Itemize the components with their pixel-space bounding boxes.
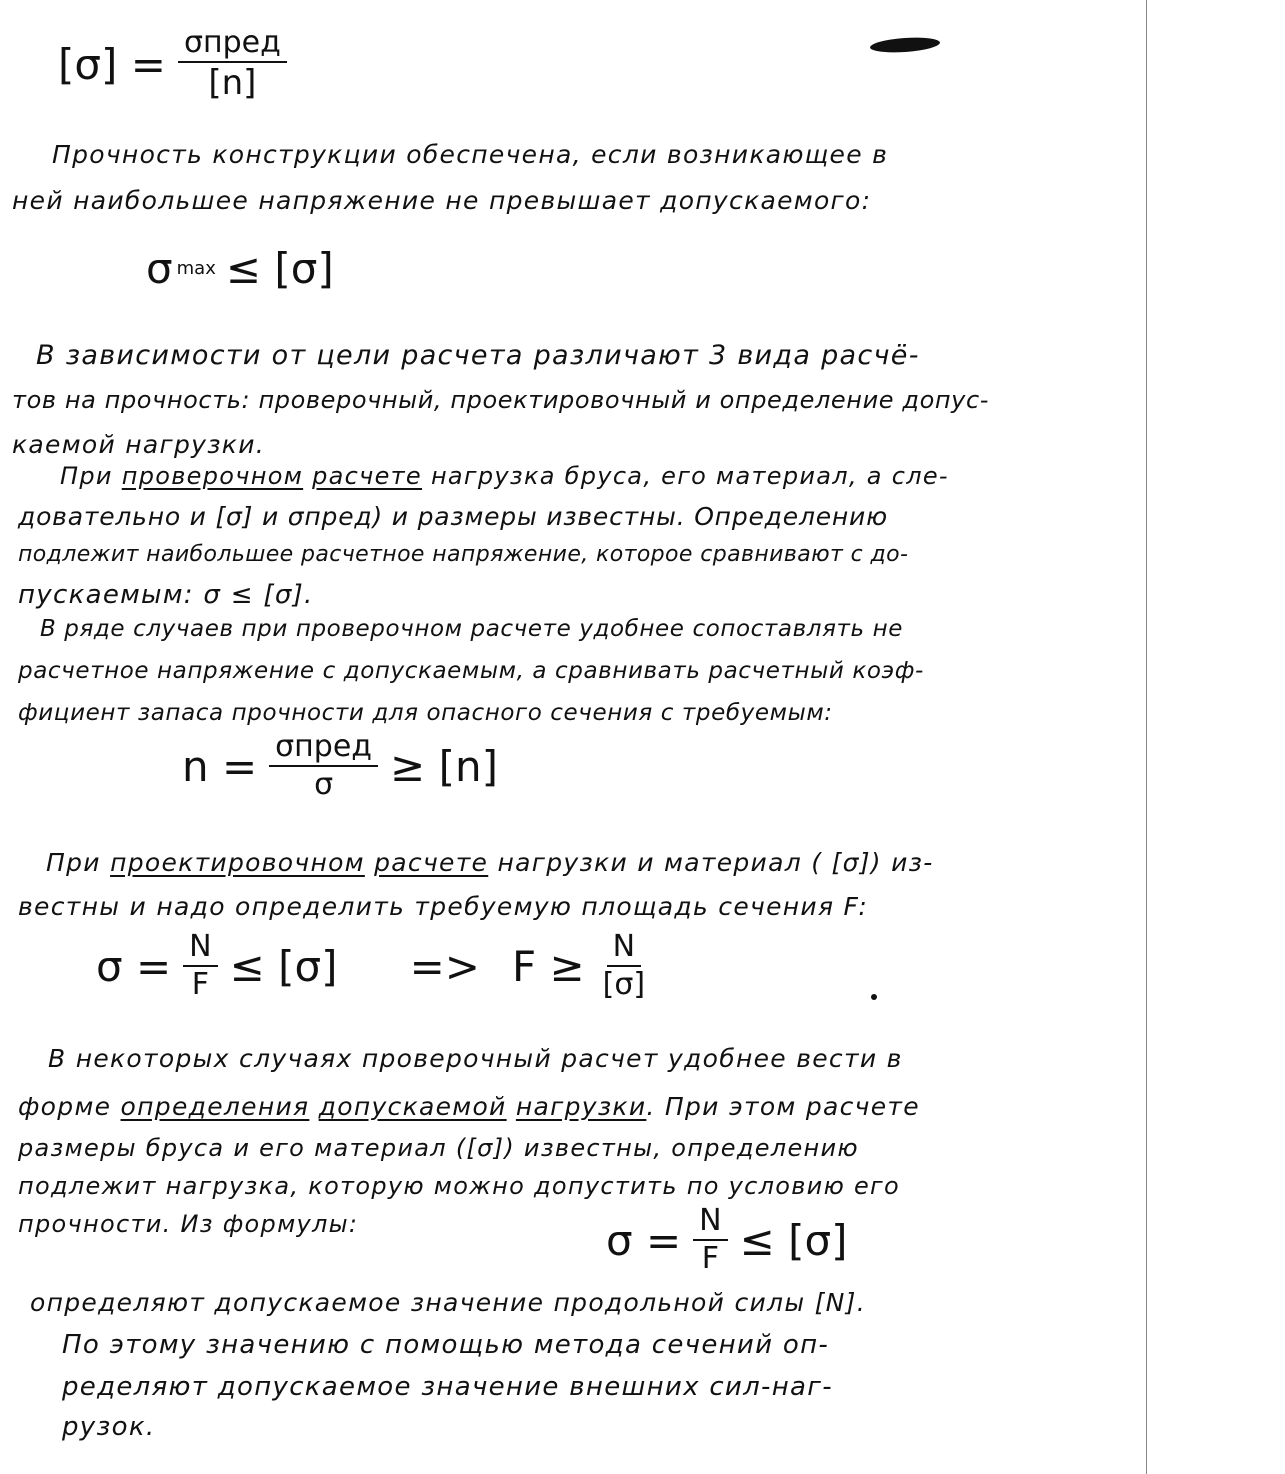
formula-allowable-load: [606, 1203, 848, 1276]
page-margin-line: [1146, 0, 1147, 1474]
text-line: В зависимости от цели расчета различают 3 вида расчё-: [36, 340, 920, 371]
text-fragment: . При этом расчете: [646, 1092, 920, 1121]
text-line: [60, 462, 949, 490]
fraction-numerator: σпред: [178, 28, 287, 63]
text-line: каемой нагрузки.: [12, 430, 266, 459]
text-line: подлежит нагрузка, которую можно допустить по условию его: [18, 1172, 900, 1200]
formula-rhs: ≤ [σ]: [225, 244, 334, 293]
text-line: определяют допускаемое значение продольной силы [N].: [30, 1288, 866, 1317]
term-underlined: определения: [120, 1092, 310, 1121]
formula-rhs: ≥ [n]: [390, 741, 498, 791]
term-underlined: проверочном: [121, 462, 304, 490]
fraction-denominator: [n]: [208, 63, 257, 103]
term-underlined: допускаемой: [318, 1092, 507, 1121]
formula-design-calc: [96, 929, 651, 1002]
ink-dot: [871, 994, 877, 1000]
formula-arrow: =>: [409, 941, 480, 991]
text-line: прочности. Из формулы:: [18, 1210, 359, 1238]
text-fragment: нагрузка бруса, его материал, а сле-: [430, 462, 949, 490]
formula-allowable-stress: [58, 25, 287, 103]
text-line: размеры бруса и его материал ([σ]) известны, определению: [18, 1134, 859, 1162]
text-fragment: При: [46, 848, 101, 877]
text-fragment: форме: [18, 1092, 112, 1121]
formula-subscript: max: [176, 258, 216, 279]
text-line: рузок.: [62, 1412, 156, 1442]
text-fragment: нагрузки и материал ( [σ]) из-: [497, 848, 934, 877]
formula-fraction: [597, 929, 651, 1002]
formula-lhs: [σ] =: [58, 39, 166, 89]
fraction-denominator: [σ]: [602, 967, 646, 1002]
formula-fraction: [178, 25, 287, 103]
text-line: пускаемым: σ ≤ [σ].: [18, 580, 314, 610]
formula-lhs: σ: [146, 244, 173, 293]
text-line: подлежит наибольшее расчетное напряжение, которое сравнивают с до-: [18, 542, 909, 567]
text-line: В некоторых случаях проверочный расчет удобнее вести в: [48, 1044, 903, 1073]
text-line: В ряде случаев при проверочном расчете удобнее сопоставлять не: [40, 616, 903, 642]
formula-fraction: [183, 929, 217, 1002]
text-line: расчетное напряжение с допускаемым, а сравнивать расчетный коэф-: [18, 658, 924, 684]
formula-strength-condition: [146, 244, 334, 293]
term-underlined: нагрузки: [515, 1092, 647, 1121]
term-underlined: расчете: [312, 462, 422, 490]
fraction-numerator: N: [607, 932, 641, 967]
text-line: тов на прочность: проверочный, проектировочный и определение допус-: [12, 386, 989, 414]
formula-lhs: n =: [182, 741, 258, 791]
text-line: вестны и надо определить требуемую площадь сечения F:: [18, 892, 869, 921]
formula-fraction: [269, 729, 378, 802]
formula-lhs: σ =: [96, 941, 172, 991]
text-line: [18, 1092, 920, 1121]
term-underlined: расчете: [374, 848, 489, 877]
text-line: ней наибольшее напряжение не превышает допускаемого:: [12, 186, 872, 215]
text-fragment: При: [60, 462, 113, 490]
text-line: фициент запаса прочности для опасного сечения с требуемым:: [18, 700, 833, 726]
fraction-denominator: F: [191, 967, 210, 1002]
formula-mid: ≤ [σ]: [229, 941, 338, 991]
text-line: ределяют допускаемое значение внешних сил-наг-: [62, 1372, 833, 1402]
fraction-denominator: σ: [314, 767, 334, 802]
fraction-numerator: N: [183, 932, 217, 967]
formula-fraction: [693, 1203, 727, 1276]
term-underlined: проектировочном: [110, 848, 365, 877]
text-line: Прочность конструкции обеспечена, если возникающее в: [52, 140, 889, 169]
formula-rhs: ≤ [σ]: [739, 1215, 848, 1265]
fraction-numerator: N: [693, 1206, 727, 1241]
ink-blot: [870, 36, 941, 55]
formula-lhs: σ =: [606, 1215, 682, 1265]
fraction-denominator: F: [701, 1241, 720, 1276]
formula-safety-factor: [182, 729, 498, 802]
fraction-numerator: σпред: [269, 732, 378, 767]
text-line: довательно и [σ] и σпред) и размеры известны. Определению: [18, 502, 888, 531]
text-line: По этому значению с помощью метода сечений оп-: [62, 1330, 830, 1360]
text-line: [46, 848, 934, 877]
formula-rhs: F ≥: [511, 941, 585, 991]
